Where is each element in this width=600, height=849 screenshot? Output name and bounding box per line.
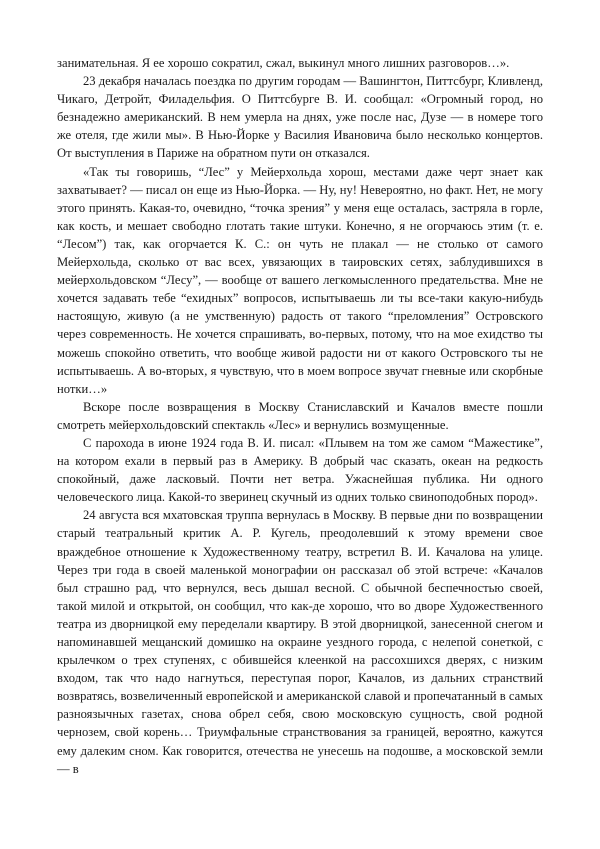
paragraph-steamer-letter: С парохода в июне 1924 года В. И. писал: «Плывем на том же самом “Мажестике”, на котором ехали в первый раз в Америку. В добрый час сказать, океан на редкость спокойный, даже ласковый. Почти нет ветра. Ужаснейшая публика. Ни одного человеческого лица. Какой-то зверинец скучный из одних только свиноподобных пород». [57, 435, 543, 505]
paragraph-continued: занимательная. Я ее хорошо сократил, сжал, выкинул много лишних разговоров…». [57, 56, 510, 70]
paragraph-letter-les: «Так ты говоришь, “Лес” у Мейерхольда хорош, местами даже черт знает как захватывает? — писал он еще из Нью-Йорка. — Ну, ну! Невероятно, но факт. Нет, не могу этого принять. Какая-то, очевидно, “точка зрения” у меня еще осталась, застряла в горле, как кость, и мешает свободно глотать такие штуки. Конечно, я не огорчаюсь этим (т. е. “Лесом”) так, как огорчается К. С.: он чуть не плакал — не столько от самого Мейерхольда, сколько от вас всех, увязающих в таировских сетях, заблудившихся в мейерхольдовском “Лесу”, — вообще от вашего легкомысленного предательства. Мне не хочется задавать тебе “ехидных” вопросов, испытываешь ли ты все-таки какую-нибудь настоящую, живую (а не умственную) радость от такого “преломления” Островского через современность. Не хочется спрашивать, во-первых, потому, что на мое ехидство ты можешь спокойно ответить, что вообще живой радости ни от какого Островского ты не испытываешь. А во-вторых, я чувствую, что в моем вопросе звучат гневные или скорбные нотки…» [57, 164, 543, 396]
paragraph-return-moscow: Вскоре после возвращения в Москву Станиславский и Качалов вместе пошли смотреть мейерхольдовский спектакль «Лес» и вернулись возмущенные. [57, 399, 543, 432]
paragraph-us-tour: 23 декабря началась поездка по другим городам — Вашингтон, Питтсбург, Кливленд, Чикаго, Детройт, Филадельфия. О Питтсбурге В. И. сообщал: «Огромный город, но безнадежно американский. В нем умерла на днях, уже после нас, Дузе — в номере того же отеля, где жили мы». В Нью-Йорке у Василия Ивановича было несколько концертов. От выступления в Париже на обратном пути он отказался. [57, 74, 543, 161]
document-page [57, 54, 543, 778]
paragraph-kugel-meeting: 24 августа вся мхатовская труппа вернулась в Москву. В первые дни по возвращении старый театральный критик А. Р. Кугель, преодолевший к этому времени свое враждебное отношение к Художественному театру, встретил В. И. Качалова на улице. Через три года в своей маленькой монографии он рассказал об этой встрече: «Качалов был страшно рад, что вернулся, весь дышал весной. С обычной беспечностью своей, такой милой и открытой, он сообщил, что как-де хорошо, что во дворе Художественного театра из дворницкой ему переделали квартиру. В этой дворницкой, занесенной снегом и напоминавшей мещанский домишко на окраине уездного города, с нелепой сонеткой, с крылечком о трех ступенях, с обившейся клеенкой на рассохшихся дверях, с низким входом, так что надо нагнуться, переступая порог, Качалов, из дальних странствий возвратясь, возвеличенный европейской и американской славой и пропечатанный в самых разноязычных газетах, снова обрел себя, свою московскую сущность, свой родной чернозем, свой корень… Триумфальные странствования за границей, вероятно, кажутся ему далеким сном. Как говорится, отечества не унесешь на подошве, а московской земли — в [57, 508, 543, 776]
